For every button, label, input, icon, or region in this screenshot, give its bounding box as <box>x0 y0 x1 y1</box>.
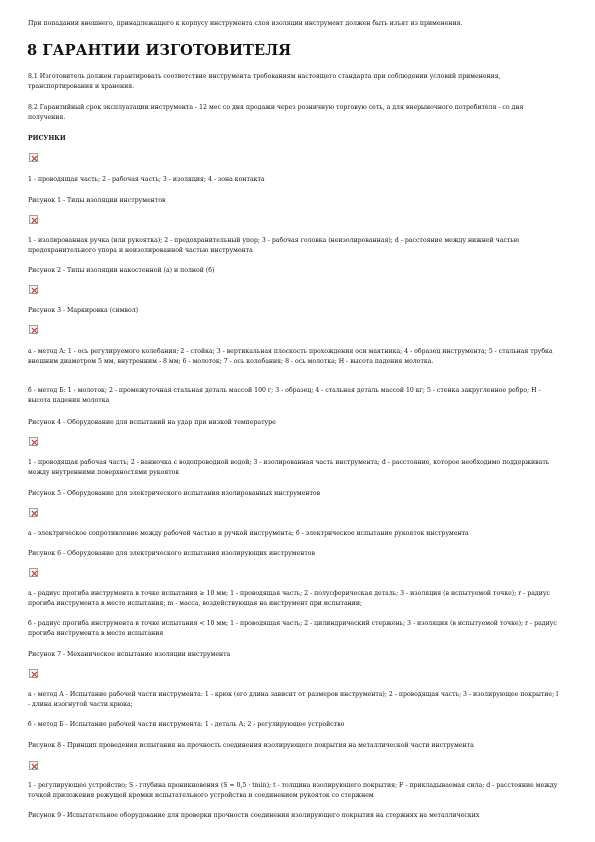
section-heading: 8 ГАРАНТИИ ИЗГОТОВИТЕЛЯ <box>27 42 292 59</box>
figure-4-legend-b: б - метод Б: 1 - молоток; 2 - промежуточная стальная деталь массой 100 г; 3 - образец; 4 - стальная деталь массой 10 кг; 5 - стенка закругленное ребро; H - высота падения молотка <box>28 387 541 404</box>
figure-5-caption: Рисунок 5 - Оборудование для электрического испытания изолированных инструментов <box>28 490 321 497</box>
figures-heading: РИСУНКИ <box>28 135 66 142</box>
broken-image-icon <box>29 508 38 517</box>
figure-4-caption: Рисунок 4 - Оборудование для испытаний на удар при низкой температуре <box>28 419 276 426</box>
figure-2-caption: Рисунок 2 - Типы изоляции накостенной (а) и полной (б) <box>28 267 215 274</box>
figure-7-legend-a: а - радиус прогиба инструмента в точке испытания ≥ 10 мм; 1 - проводящая часть; 2 - полусферическая деталь; 3 - изоляция (в испытуемой точке); r - радиус прогиба инструмента в месте испытания; m - масса, воздействующая на инструмент при испытании; <box>28 590 550 607</box>
broken-image-icon <box>29 285 38 294</box>
broken-image-icon <box>29 437 38 446</box>
broken-image-icon <box>29 153 38 162</box>
broken-image-icon <box>29 325 38 334</box>
figure-3-caption: Рисунок 3 - Маркировка (символ) <box>28 307 139 314</box>
figure-8-legend-b: б - метод Б - Испытание рабочей части инструмента: 1 - деталь А; 2 - регулирующее устройство <box>28 721 345 728</box>
figure-9-caption: Рисунок 9 - Испытательное оборудование для проверки прочности соединения изолирующего покрытия на стержнях на металлических <box>28 812 480 819</box>
paragraph-8-2: 8.2 Гарантийный срок эксплуатации инструмента - 12 мес со дня продажи через розничную торговую сеть, а для внерыночного потребителя - со дня получения. <box>28 104 524 121</box>
figure-8-legend-a: а - метод А - Испытание рабочей части инструмента: 1 - крюк (его длина зависит от размеров инструмента); 2 - проводящая часть; 3 - изолирующее покрытие; l - длина изогнутой части крюка; <box>28 691 559 708</box>
figure-5-legend: 1 - проводящая рабочая часть; 2 - ванночка с водопроводной водой; 3 - изолированная часть инструмента; d - расстояние, которое необходимо поддерживать между внутренними поверхностями рукояток <box>28 459 550 476</box>
broken-image-icon <box>29 568 38 577</box>
figure-7-legend-b: б - радиус прогиба инструмента в точке испытания < 10 мм; 1 - проводящая часть; 2 - цилиндрический стержень; 3 - изоляция (в испытуемой точке); r - радиус прогиба инструмента в месте испытания <box>28 620 557 637</box>
figure-4-legend-a: а - метод А: 1 - ось регулируемого колебания; 2 - стойка; 3 - вертикальная плоскость прохождения оси маятника; 4 - образец инструмента; 5 - стальная трубка внешним диаметром 5 мм, внутренним - 8 мм; 6 - молоток; 7 - ось колебания; 8 - ось молотка; H - высота падения молотка. <box>28 348 553 365</box>
figure-6-caption: Рисунок 6 - Оборудование для электрического испытания изолирующих инструментов <box>28 550 315 557</box>
figure-6-legend: а - электрическое сопротивление между рабочей частью и ручкой инструмента; б - электрическое испытание рукояток инструмента <box>28 530 469 537</box>
paragraph-8-1: 8.1 Изготовитель должен гарантировать соответствие инструмента требованиям настоящего стандарта при соблюдении условий применения, транспортирования и хранения. <box>28 73 501 90</box>
figure-8-caption: Рисунок 8 - Принцип проведения испытания на прочность соединения изолирующего покрытия на металлической части инструмента <box>28 742 474 749</box>
figure-2-legend: 1 - изолированная ручка (или рукоятка); 2 - предохранительный упор; 3 - рабочая головка (неизолированная); d - расстояние между нижней частью предохранительного упора и неизолированной частью инструмента <box>28 237 520 254</box>
broken-image-icon <box>29 761 38 770</box>
figure-9-legend: 1 - регулирующее устройство; S - глубина проникновения (S = 0,5 · tmin); t - толщина изолирующего покрытия; F - прикладываемая сила; d - расстояние между точкой приложения режущей кромки испытательного устройства и соединением рукояток со стержнем <box>28 782 558 799</box>
figure-1-legend: 1 - проводящая часть; 2 - рабочая часть; 3 - изоляция; 4 - зона контакта <box>28 176 265 183</box>
broken-image-icon <box>29 669 38 678</box>
broken-image-icon <box>29 215 38 224</box>
figure-1-caption: Рисунок 1 - Типы изоляции инструментов <box>28 197 166 204</box>
intro-paragraph: При попадании внешнего, принадлежащего к корпусу инструмента слоя изоляции инструмент должен быть изъят из применения. <box>28 20 463 27</box>
figure-7-caption: Рисунок 7 - Механическое испытание изоляции инструмента <box>28 651 231 658</box>
